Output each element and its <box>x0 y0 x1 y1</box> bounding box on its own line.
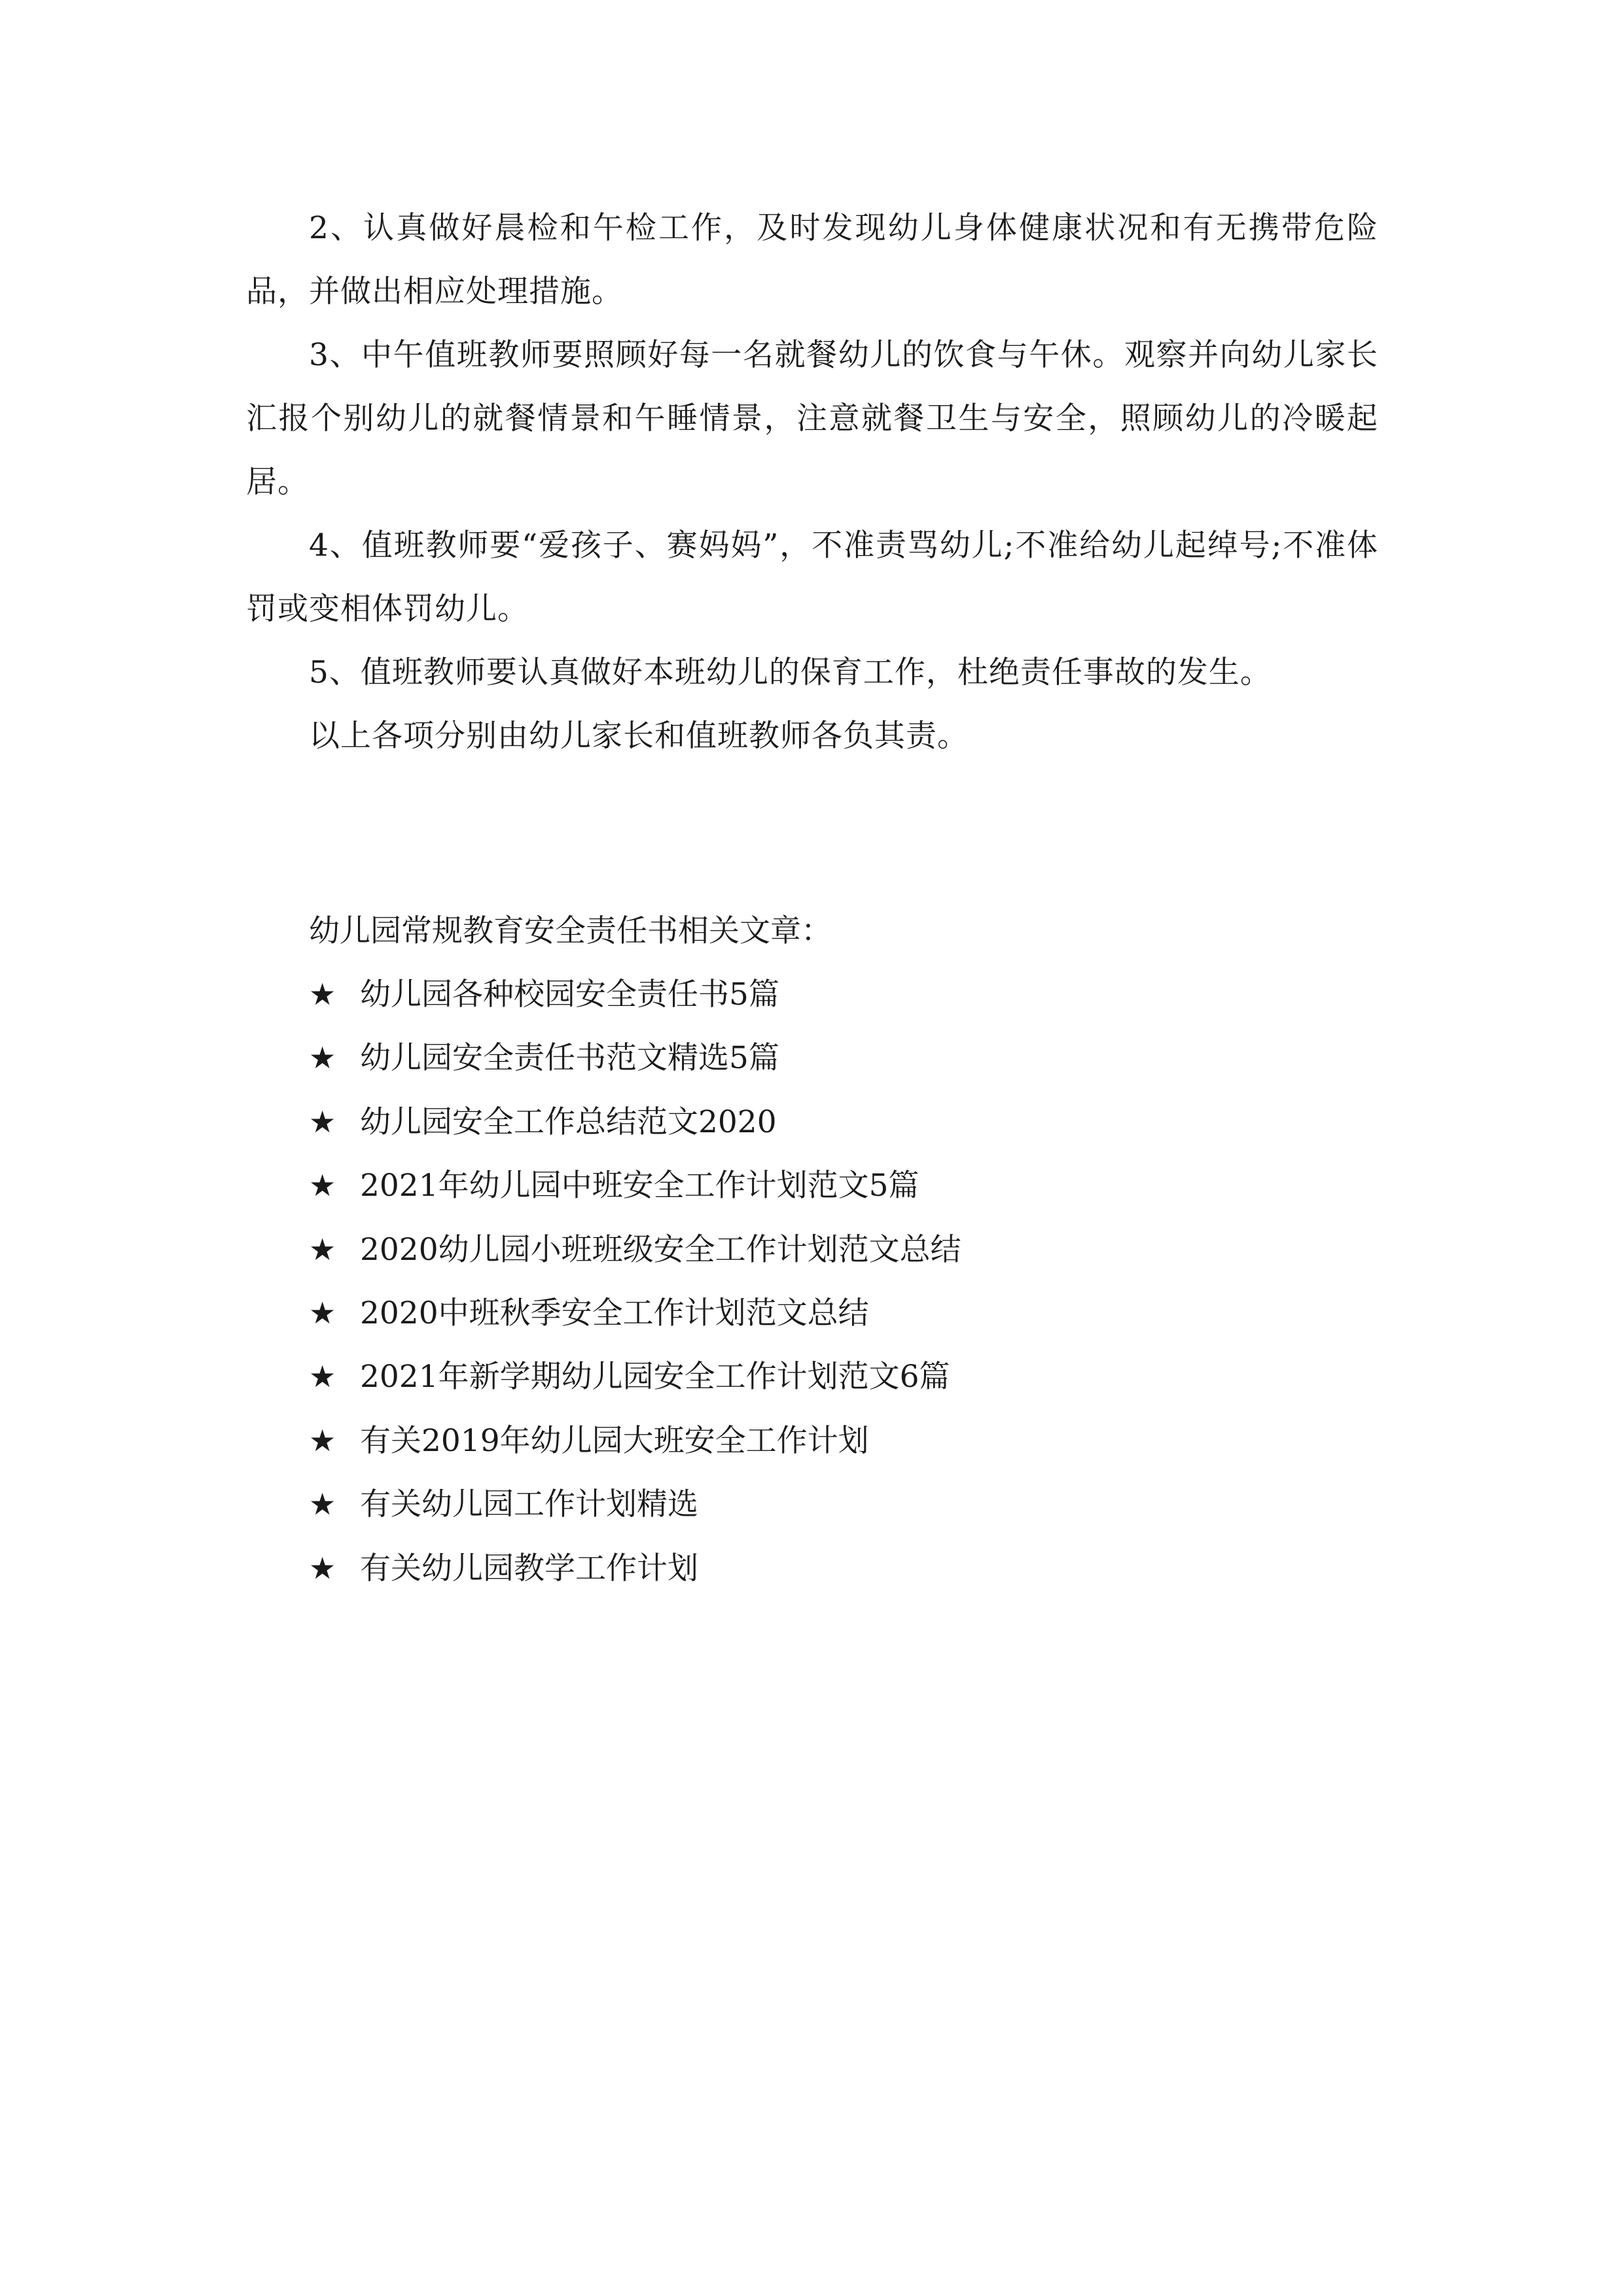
star-icon: ★ <box>309 1359 336 1395</box>
star-icon: ★ <box>309 1295 336 1331</box>
related-heading: 幼儿园常规教育安全责任书相关文章： <box>309 913 832 949</box>
related-link[interactable] <box>309 1154 1356 1217</box>
related-link[interactable] <box>309 1026 1356 1090</box>
related-link-text: 有关幼儿园教学工作计划 <box>360 1550 698 1587</box>
paragraph-item-2: 2、认真做好晨检和午检工作，及时发现幼儿身体健康状况和有无携带危险品，并做出相应处理措施。 <box>246 210 1378 310</box>
star-icon: ★ <box>309 1168 336 1204</box>
related-link[interactable] <box>309 1409 1356 1473</box>
related-link[interactable] <box>309 1537 1356 1600</box>
related-link-text: 幼儿园各种校园安全责任书5篇 <box>360 977 779 1013</box>
related-link-text: 2021年新学期幼儿园安全工作计划范文6篇 <box>360 1359 950 1395</box>
related-link-text: 幼儿园安全责任书范文精选5篇 <box>360 1040 779 1077</box>
body-text <box>246 196 1378 768</box>
star-icon: ★ <box>309 977 336 1012</box>
star-icon: ★ <box>309 1103 336 1139</box>
paragraph-item-3: 3、中午值班教师要照顾好每一名就餐幼儿的饮食与午休。观察并向幼儿家长汇报个别幼儿的就餐情景和午睡情景，注意就餐卫生与安全，照顾幼儿的冷暖起居。 <box>246 337 1378 500</box>
related-link[interactable] <box>309 963 1356 1026</box>
star-icon: ★ <box>309 1486 336 1522</box>
related-link-text: 有关幼儿园工作计划精选 <box>360 1486 698 1523</box>
related-link[interactable] <box>309 1090 1356 1154</box>
related-link-text: 2020幼儿园小班班级安全工作计划范文总结 <box>360 1231 961 1268</box>
related-link[interactable] <box>309 1345 1356 1408</box>
paragraph-item-5: 5、值班教师要认真做好本班幼儿的保育工作，杜绝责任事故的发生。 <box>309 655 1272 691</box>
related-articles <box>309 899 1356 1600</box>
related-link[interactable] <box>309 1473 1356 1536</box>
paragraph-item-4: 4、值班教师要“爱孩子、赛妈妈”，不准责骂幼儿;不准给幼儿起绰号;不准体罚或变相体罚幼儿。 <box>246 528 1378 627</box>
star-icon: ★ <box>309 1422 336 1458</box>
related-link-text: 有关2019年幼儿园大班安全工作计划 <box>360 1422 869 1459</box>
star-icon: ★ <box>309 1040 336 1076</box>
star-icon: ★ <box>309 1231 336 1267</box>
paragraph-summary: 以上各项分别由幼儿家长和值班教师各负其责。 <box>309 718 969 754</box>
related-link[interactable] <box>309 1218 1356 1282</box>
related-link-text: 幼儿园安全工作总结范文2020 <box>360 1103 777 1140</box>
related-link-text: 2020中班秋季安全工作计划范文总结 <box>360 1295 869 1332</box>
related-list <box>309 963 1356 1600</box>
related-link-text: 2021年幼儿园中班安全工作计划范文5篇 <box>360 1168 919 1204</box>
related-link[interactable] <box>309 1282 1356 1345</box>
star-icon: ★ <box>309 1550 336 1586</box>
